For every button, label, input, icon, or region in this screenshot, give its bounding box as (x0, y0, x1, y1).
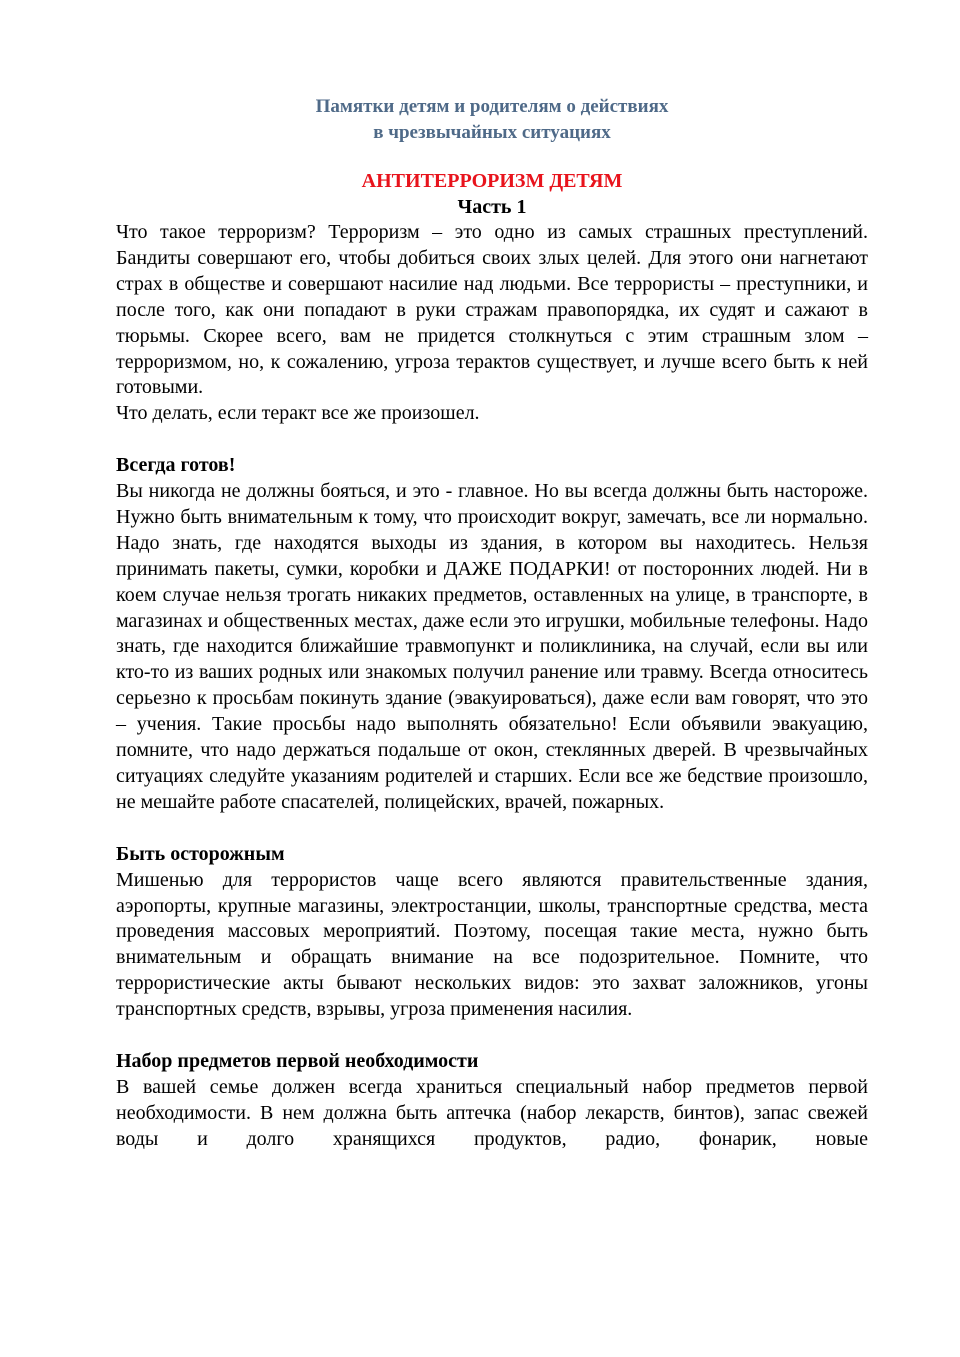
section-heading-be-careful: Быть осторожным (116, 842, 285, 865)
section-text-be-careful: Мишенью для террористов чаще всего являются правительственные здания, аэропорты, крупные магазины, электростанции, школы, транспортные средства, места проведения массовых мероприятий. Поэтому, посещая такие места, нужно быть внимательным и обращать внимание на все подозрительное. Помните, что террористические акты бывают нескольких видов: это захват заложников, угоны транспортных средств, взрывы, угроза применения насилия. (116, 868, 868, 1021)
section-text-essentials-kit: В вашей семье должен всегда храниться специальный набор предметов первой необходимости. В нем должна быть аптечка (набор лекарств, бинтов), запас свежей воды и долго хранящихся продуктов, радио, фонарик, новые (116, 1075, 868, 1150)
document-title-line-1: Памятки детям и родителям о действиях (315, 96, 669, 117)
document-title (116, 94, 868, 146)
section-heading-essentials-kit: Набор предметов первой необходимости (116, 1049, 479, 1072)
intro-question: Что делать, если теракт все же произошел. (116, 402, 480, 425)
document-title-line-2: в чрезвычайных ситуациях (373, 122, 611, 143)
intro-paragraph: Что такое терроризм? Терроризм – это одно из самых страшных преступлений. Бандиты совершают его, чтобы добиться своих злых целей. Для этого они нагнетают страх в обществе и совершают насилие над людьми. Все террористы – преступники, и после того, как они попадают в руки стражам правопорядка, их судят и сажают в тюрьмы. Скорее всего, вам не придется столкнуться с этим страшным злом – терроризмом, но, к сожалению, угроза терактов существует, и лучше всего быть к ней готовыми. (116, 221, 868, 399)
section-text-always-ready: Вы никогда не должны бояться, и это - главное. Но вы всегда должны быть настороже. Нужно быть внимательным к тому, что происходит вокруг, замечать, все ли нормально. Надо знать, где находятся выходы из здания, в котором вы находитесь. Нельзя принимать пакеты, сумки, коробки и ДАЖЕ ПОДАРКИ! от посторонних людей. Ни в коем случае нельзя трогать никаких предметов, оставленных на улице, в транспорте, в магазинах и общественных местах, даже если это игрушки, мобильные телефоны. Надо знать, где находится ближайшие травмопункт и поликлиника, на случай, если вы или кто-то из ваших родных или знакомых получил ранение или травму. Всегда относитесь серьезно к просьбам покинуть здание (эвакуироваться), даже если вам говорят, что это – учения. Такие просьбы надо выполнять обязательно! Если объявили эвакуацию, помните, что надо держаться подальше от окон, стеклянных дверей. В чрезвычайных ситуациях следуйте указаниям родителей и старших. Если все же бедствие произошло, не мешайте работе спасателей, полицейских, врачей, пожарных. (116, 480, 868, 813)
section-heading-always-ready: Всегда готов! (116, 454, 236, 477)
document-content (116, 94, 868, 1153)
main-heading: АНТИТЕРРОРИЗМ ДЕТЯМ (361, 170, 623, 192)
part-label: Часть 1 (457, 196, 527, 218)
